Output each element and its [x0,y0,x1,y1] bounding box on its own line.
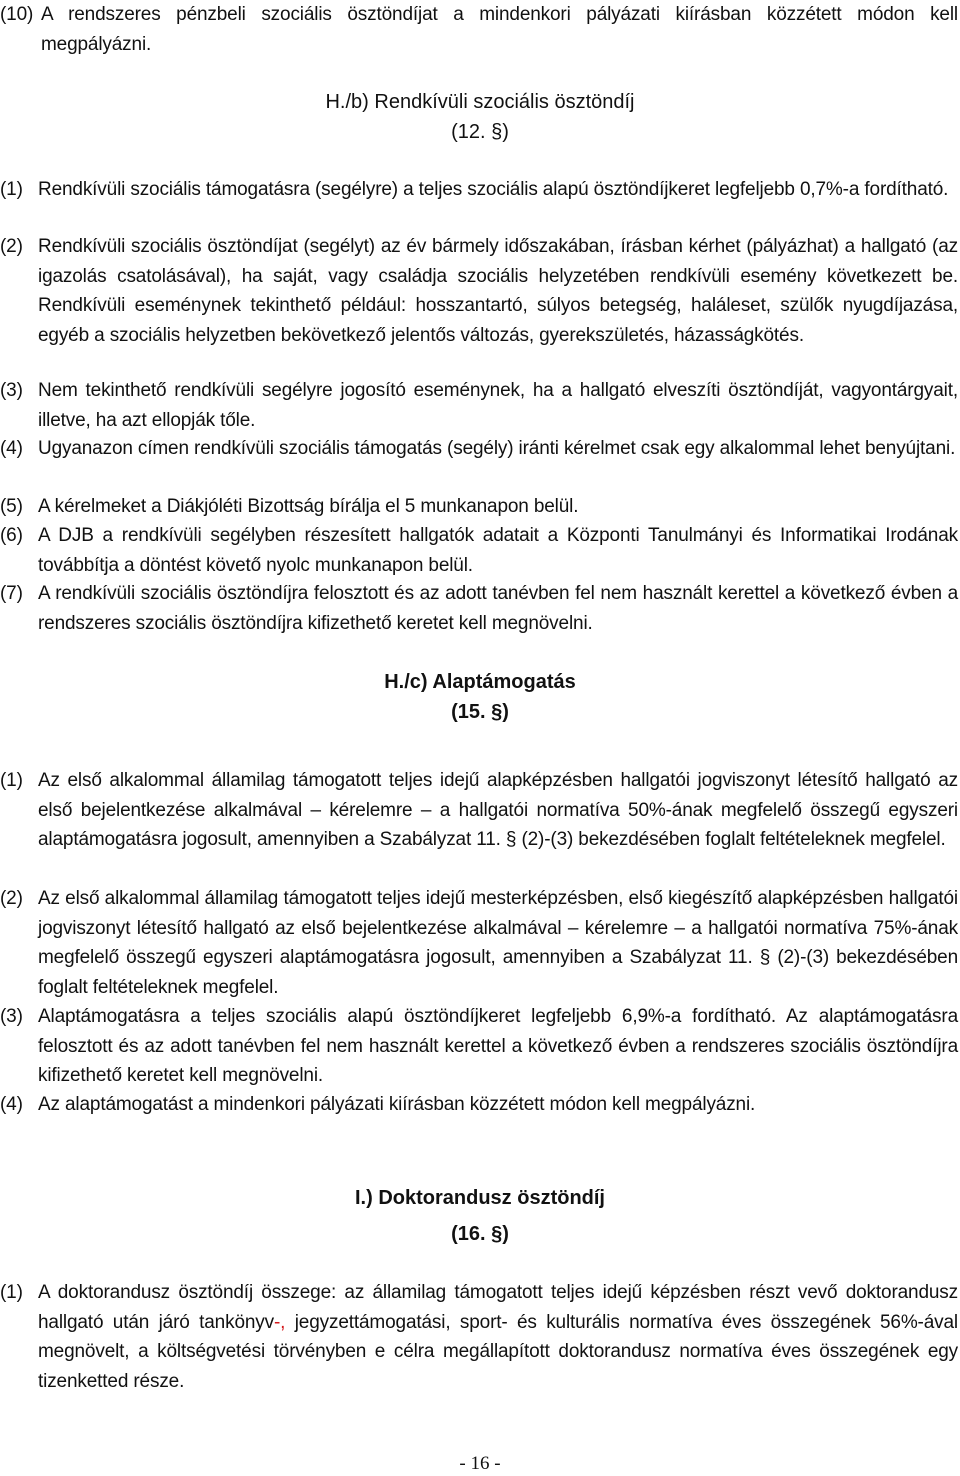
paragraph-number: (7) [0,583,23,604]
paragraph-text: Az első alkalommal államilag támogatott teljes idejű alapképzésben hallgatói jogviszonyt létesítő hallgató az első bejelentkezése alkalmával – kérelemre – a hallgatói normatíva 50%-ának megfelelő összegű egyszeri alaptámogatásra jogosult, amennyiben a Szabályzat 11. § (2)-(3) bekezdésében foglalt feltételeknek megfelel. [38,770,958,850]
section-heading-rendkivuli: H./b) Rendkívüli szociális ösztöndíj [325,91,635,113]
paragraph-number: (1) [0,1282,23,1303]
paragraph-b1 [0,175,958,205]
paragraph-text: A DJB a rendkívüli segélyben részesített hallgatók adatait a Központi Tanulmányi és Informatikai Irodának továbbítja a döntést követő nyolc munkanapon belül. [38,525,958,576]
paragraph-number: (1) [0,179,23,200]
paragraph-b3 [0,376,958,435]
paragraph-i1 [0,1278,958,1396]
paragraph-number: (5) [0,496,23,517]
section-heading-alaptamogatas: H./c) Alaptámogatás [384,671,576,693]
paragraph-text: Nem tekinthető rendkívüli segélyre jogosító eseménynek, ha a hallgató elveszíti ösztöndíját, vagyontárgyait, illetve, ha azt ellopják tőle. [38,380,958,431]
paragraph-text: Rendkívüli szociális ösztöndíjat (segélyt) az év bármely időszakában, írásban kérhet (pályázhat) a hallgató (az igazolás csatolásával), ha saját, vagy családja szociális helyzetében rendkívüli esemény következett be. Rendkívüli eseménynek tekinthető például: hosszantartó, súlyos betegség, haláleset, szülők nyugdíjazása, egyéb a szociális helyzetben bekövetkező jelentős változás, gyerekszületés, házasságkötés. [38,236,958,346]
paragraph-number: (4) [0,1094,23,1115]
paragraph-c2 [0,884,958,1002]
paragraph-text: A rendszeres pénzbeli szociális ösztöndíjat a mindenkori pályázati kiírásban közzétett módon kell megpályázni. [41,4,958,55]
page-number: - 16 - [459,1453,501,1474]
paragraph-text: A kérelmeket a Diákjóléti Bizottság bírálja el 5 munkanapon belül. [38,496,579,517]
paragraph-number: (3) [0,380,23,401]
section-number-15: (15. §) [451,701,509,723]
paragraph-text: Rendkívüli szociális támogatásra (segélyre) a teljes szociális alapú ösztöndíjkeret legfeljebb 0,7%-a fordítható. [38,179,949,200]
paragraph-text-part: A doktorandusz ösztöndíj összege: az államilag támogatott teljes idejű képzésben részt vevő doktorandusz hallgató után járó tankönyv [38,1282,958,1333]
paragraph-b2 [0,232,958,350]
paragraph-c4 [0,1090,958,1120]
section-number-12: (12. §) [451,121,509,143]
paragraph-number: (10) [0,4,34,25]
paragraph-text: Ugyanazon címen rendkívüli szociális támogatás (segély) iránti kérelmet csak egy alkalommal lehet benyújtani. [38,438,956,459]
paragraph-c3 [0,1002,958,1091]
paragraph-number: (4) [0,438,23,459]
paragraph-b4 [0,434,958,464]
paragraph-text: Az első alkalommal államilag támogatott teljes idejű mesterképzésben, első kiegészítő alapképzésben hallgatói jogviszonyt létesítő hallgató az első bejelentkezése alkalmával – kérelemre – a hallgatói normatíva 75%-ának megfelelő összegű egyszeri alaptámogatásra jogosult, amennyiben a Szabályzat 11. § (2)-(3) bekezdésében foglalt feltételeknek megfelel. [38,888,958,998]
paragraph-text-part: jegyzettámogatási, sport- és kulturális normatíva éves összegének 56%-ával megnövelt, a költségvetési törvényben e célra megállapított doktorandusz normatíva éves összegének egy tizenketted része. [38,1311,958,1392]
paragraph-text: A rendkívüli szociális ösztöndíjra felosztott és az adott tanévben fel nem használt kerettel a következő évben a rendszeres szociális ösztöndíjra kifizethető keretet kell megnövelni. [38,583,958,634]
paragraph-number: (2) [0,888,23,909]
paragraph-text: Az alaptámogatást a mindenkori pályázati kiírásban közzétett módon kell megpályázni. [38,1094,756,1115]
paragraph-b7 [0,579,958,638]
paragraph-b6 [0,521,958,580]
paragraph-number: (1) [0,770,23,791]
paragraph-b5 [0,492,958,522]
section-heading-doktorandusz: I.) Doktorandusz ösztöndíj [355,1187,605,1209]
section-number-16: (16. §) [451,1223,509,1245]
paragraph-number: (3) [0,1006,23,1027]
paragraph-10 [0,0,958,59]
paragraph-number: (6) [0,525,23,546]
paragraph-text: Alaptámogatásra a teljes szociális alapú ösztöndíjkeret legfeljebb 6,9%-a fordítható. Az alaptámogatásra felosztott és az adott tanévben fel nem használt kerettel a következő évben a rendszeres szociális ösztöndíjra kifizethető keretet kell megnövelni. [38,1006,958,1086]
paragraph-c1 [0,766,958,855]
paragraph-text [38,1278,958,1396]
highlighted-text: -, [273,1311,286,1333]
paragraph-number: (2) [0,236,23,257]
